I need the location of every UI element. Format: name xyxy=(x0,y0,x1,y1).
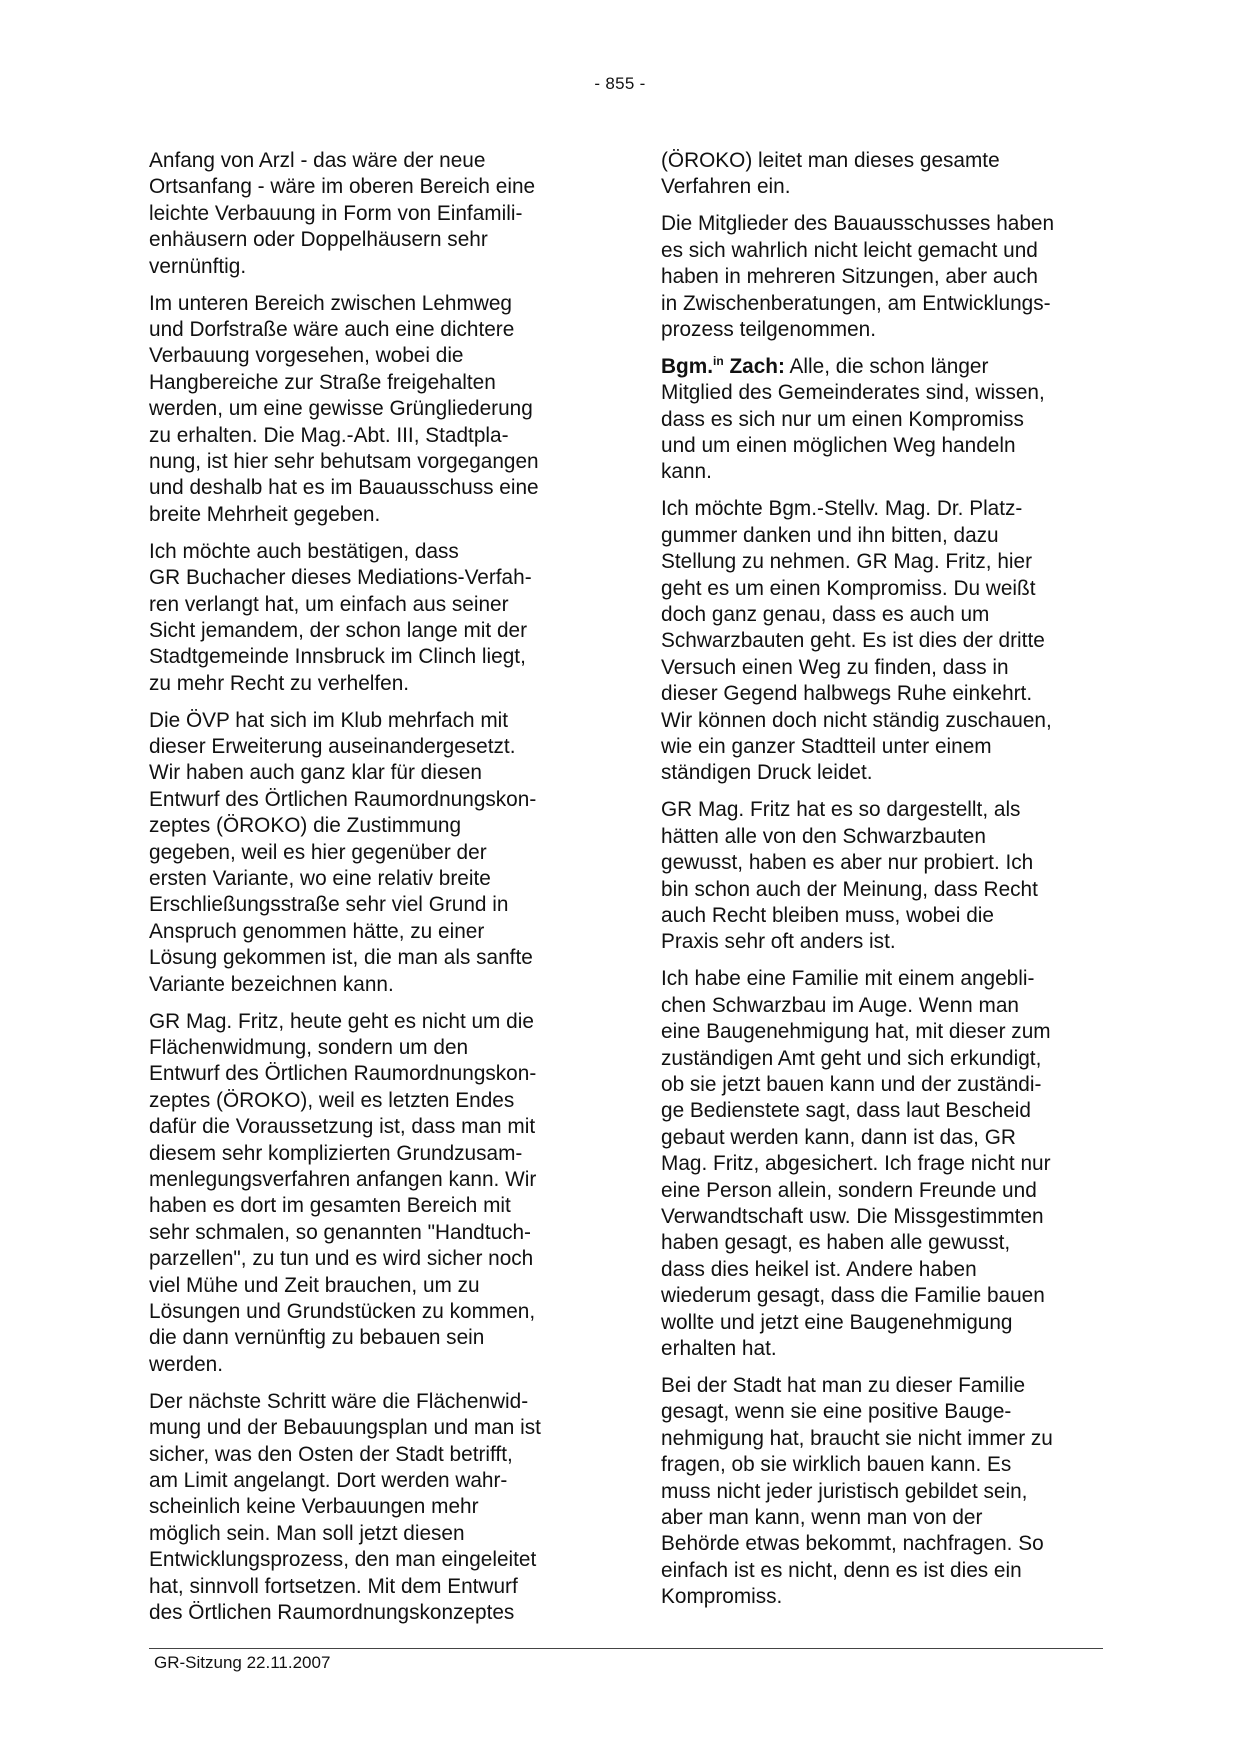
text-line: hätten alle von den Schwarzbauten xyxy=(661,824,986,848)
text-line: und deshalb hat es im Bauausschuss eine xyxy=(149,476,539,500)
text-line: gesagt, wenn sie eine positive Bauge- xyxy=(661,1400,1012,1424)
text-line: des Örtlichen Raumordnungskonzeptes xyxy=(149,1601,515,1625)
paragraph xyxy=(149,148,599,280)
text-line: dafür die Voraussetzung ist, dass man mit xyxy=(149,1115,536,1139)
paragraph xyxy=(661,496,1111,786)
text-line: breite Mehrheit gegeben. xyxy=(149,502,381,526)
text-line: Anspruch genommen hätte, zu einer xyxy=(149,919,485,943)
text-line: ge Bedienstete sagt, dass laut Bescheid xyxy=(661,1099,1031,1123)
text-line: eine Person allein, sondern Freunde und xyxy=(661,1178,1037,1202)
text-line: Erschließungsstraße sehr viel Grund in xyxy=(149,893,509,917)
text-line: ob sie jetzt bauen kann und der zuständi- xyxy=(661,1072,1042,1096)
page-number: - 855 - xyxy=(594,74,646,93)
text-line: werden, um eine gewisse Grüngliederung xyxy=(149,397,533,421)
text-line: dieser Gegend halbwegs Ruhe einkehrt. xyxy=(661,682,1033,706)
text-line: doch ganz genau, dass es auch um xyxy=(661,603,990,626)
text-line: Variante bezeichnen kann. xyxy=(149,972,394,996)
text-line: Bei der Stadt hat man zu dieser Familie xyxy=(661,1373,1026,1397)
text-line: Hangbereiche zur Straße freigehalten xyxy=(149,370,496,394)
text-line: Wir können doch nicht ständig zuschauen, xyxy=(661,708,1052,732)
text-line: ersten Variante, wo eine relativ breite xyxy=(149,867,491,891)
text-line: auch Recht bleiben muss, wobei die xyxy=(661,903,994,927)
paragraph xyxy=(149,708,599,998)
text-line: Schwarzbauten geht. Es ist dies der dritte xyxy=(661,629,1045,653)
paragraph xyxy=(149,1009,599,1379)
text-line: (ÖROKO) leitet man dieses gesamte xyxy=(661,149,1000,172)
text-line: scheinlich keine Verbauungen mehr xyxy=(149,1495,479,1519)
footer-text: GR-Sitzung 22.11.2007 xyxy=(154,1653,331,1672)
text-line: Verwandtschaft usw. Die Missgestimmten xyxy=(661,1204,1044,1228)
text-line: zuständigen Amt geht und sich erkundigt, xyxy=(661,1046,1042,1070)
text-line: wiederum gesagt, dass die Familie bauen xyxy=(661,1284,1045,1308)
text-line: Ich möchte Bgm.-Stellv. Mag. Dr. Platz- xyxy=(661,497,1023,521)
text-line: sehr schmalen, so genannten "Handtuch- xyxy=(149,1220,531,1244)
text-line: Ich möchte auch bestätigen, dass xyxy=(149,539,459,563)
text-line: Flächenwidmung, sondern um den xyxy=(149,1036,469,1059)
text-line: es sich wahrlich nicht leicht gemacht und xyxy=(661,238,1038,262)
text-line: Entwicklungsprozess, den man eingeleitet xyxy=(149,1548,537,1572)
text-line: wollte und jetzt eine Baugenehmigung xyxy=(661,1310,1013,1334)
speaker-name: Bgm.$^{in}$ Zach: xyxy=(661,353,785,378)
text-line: nehmigung hat, braucht sie nicht immer zu xyxy=(661,1426,1053,1450)
text-line: haben es dort im gesamten Bereich mit xyxy=(149,1194,511,1218)
text-line: gebaut werden kann, dann ist das, GR xyxy=(661,1125,1016,1149)
text-line: wie ein ganzer Stadtteil unter einem xyxy=(661,735,992,759)
text-line: Mitglied des Gemeinderates sind, wissen, xyxy=(661,381,1045,405)
text-line: Der nächste Schritt wäre die Flächenwid- xyxy=(149,1389,529,1413)
text-line: zu mehr Recht zu verhelfen. xyxy=(149,671,410,695)
text-line: Im unteren Bereich zwischen Lehmweg xyxy=(149,291,512,315)
text-line: Ortsanfang - wäre im oberen Bereich eine xyxy=(149,175,536,199)
text-line: Wir haben auch ganz klar für diesen xyxy=(149,761,482,785)
text-line: ständigen Druck leidet. xyxy=(661,761,873,785)
text-line: nung, ist hier sehr behutsam vorgegangen xyxy=(149,449,539,473)
text-line: vernünftig. xyxy=(149,254,247,278)
text-line: menlegungsverfahren anfangen kann. Wir xyxy=(149,1168,537,1192)
paragraph xyxy=(661,1373,1111,1611)
text-line: und um einen möglichen Weg handeln xyxy=(661,434,1016,458)
text-line: gummer danken und ihn bitten, dazu xyxy=(661,523,999,547)
text-line: zeptes (ÖROKO), weil es letzten Endes xyxy=(149,1088,515,1112)
text-line: dieser Erweiterung auseinandergesetzt. xyxy=(149,735,516,759)
text-line: fragen, ob sie wirklich bauen kann. Es xyxy=(661,1453,1012,1477)
text-line: ren verlangt hat, um einfach aus seiner xyxy=(149,592,509,616)
paragraph xyxy=(661,797,1111,955)
paragraph xyxy=(661,966,1111,1362)
text-line: Behörde etwas bekommt, nachfragen. So xyxy=(661,1532,1044,1556)
text-line: leichte Verbauung in Form von Einfamili- xyxy=(149,201,523,225)
footer-divider xyxy=(149,1648,1103,1649)
text-line: zeptes (ÖROKO) die Zustimmung xyxy=(149,814,462,838)
text-line: gewusst, haben es aber nur probiert. Ich xyxy=(661,851,1034,875)
text-line: Verfahren ein. xyxy=(661,175,791,199)
paragraph xyxy=(661,354,1111,486)
text-line: in Zwischenberatungen, am Entwicklungs- xyxy=(661,291,1051,315)
text-line: hat, sinnvoll fortsetzen. Mit dem Entwurf xyxy=(149,1574,518,1598)
text-line: muss nicht jeder juristisch gebildet sein, xyxy=(661,1479,1028,1503)
text-line: erhalten hat. xyxy=(661,1336,777,1360)
text-line: Verbauung vorgesehen, wobei die xyxy=(149,344,464,368)
text-line: chen Schwarzbau im Auge. Wenn man xyxy=(661,993,1019,1017)
text-line: Stellung zu nehmen. GR Mag. Fritz, hier xyxy=(661,550,1033,574)
text-line: dass dies heikel ist. Andere haben xyxy=(661,1257,977,1281)
text-line: mung und der Bebauungsplan und man ist xyxy=(149,1416,541,1440)
paragraph xyxy=(149,1389,599,1627)
text-line: parzellen", zu tun und es wird sicher noch xyxy=(149,1247,534,1271)
text-line: haben in mehreren Sitzungen, aber auch xyxy=(661,265,1038,289)
text-line: viel Mühe und Zeit brauchen, um zu xyxy=(149,1273,480,1297)
text-line: Praxis sehr oft anders ist. xyxy=(661,930,896,954)
text-line: diesem sehr komplizierten Grundzusam- xyxy=(149,1141,523,1165)
text-line: gegeben, weil es hier gegenüber der xyxy=(149,840,487,864)
text-line: dass es sich nur um einen Kompromiss xyxy=(661,407,1024,431)
text-line: und Dorfstraße wäre auch eine dichtere xyxy=(149,317,515,341)
text-line: enhäusern oder Doppelhäusern sehr xyxy=(149,228,488,252)
text-line: Stadtgemeinde Innsbruck im Clinch liegt, xyxy=(149,645,526,669)
text-line: möglich sein. Man soll jetzt diesen xyxy=(149,1521,465,1545)
text-line: Versuch einen Weg zu finden, dass in xyxy=(661,655,1009,679)
text-line: geht es um einen Kompromiss. Du weißt xyxy=(661,576,1036,600)
text-line: eine Baugenehmigung hat, mit dieser zum xyxy=(661,1020,1051,1044)
text-line: Lösung gekommen ist, die man als sanfte xyxy=(149,946,533,970)
text-line: Entwurf des Örtlichen Raumordnungskon- xyxy=(149,1062,537,1086)
text-line: Anfang von Arzl - das wäre der neue xyxy=(149,149,486,172)
right-column xyxy=(661,148,1111,1621)
text-line: am Limit angelangt. Dort werden wahr- xyxy=(149,1469,508,1492)
text-line: Bgm.$^{in}$ Zach: Alle, die schon länger xyxy=(661,353,989,378)
text-line: prozess teilgenommen. xyxy=(661,317,877,341)
text-line: haben gesagt, es haben alle gewusst, xyxy=(661,1231,1011,1255)
text-line: GR Mag. Fritz, heute geht es nicht um die xyxy=(149,1009,534,1033)
text-line: GR Buchacher dieses Mediations-Verfah- xyxy=(149,566,532,590)
text-line: Sicht jemandem, der schon lange mit der xyxy=(149,618,527,642)
text-line: die dann vernünftig zu bebauen sein xyxy=(149,1326,485,1350)
text-line: einfach ist es nicht, denn es ist dies ein xyxy=(661,1558,1022,1582)
text-line: Entwurf des Örtlichen Raumordnungskon- xyxy=(149,787,537,811)
paragraph xyxy=(661,148,1111,201)
text-line: GR Mag. Fritz hat es so dargestellt, als xyxy=(661,798,1021,822)
text-line: zu erhalten. Die Mag.-Abt. III, Stadtpla- xyxy=(149,423,509,447)
text-line: Die ÖVP hat sich im Klub mehrfach mit xyxy=(149,708,509,732)
text-line: Lösungen und Grundstücken zu kommen, xyxy=(149,1300,536,1324)
text-line: Die Mitglieder des Bauausschusses haben xyxy=(661,212,1055,236)
text-line: aber man kann, wenn man von der xyxy=(661,1505,983,1529)
paragraph xyxy=(149,291,599,529)
text-line: Mag. Fritz, abgesichert. Ich frage nicht nur xyxy=(661,1152,1051,1176)
paragraph xyxy=(661,211,1111,343)
text-line: werden. xyxy=(149,1352,223,1376)
text-line: Kompromiss. xyxy=(661,1585,783,1609)
text-line: sicher, was den Osten der Stadt betrifft, xyxy=(149,1442,513,1466)
text-line: kann. xyxy=(661,460,712,484)
text-line: bin schon auch der Meinung, dass Recht xyxy=(661,877,1038,901)
left-column xyxy=(149,148,599,1637)
text-line: Ich habe eine Familie mit einem angebli- xyxy=(661,967,1035,991)
paragraph xyxy=(149,539,599,697)
